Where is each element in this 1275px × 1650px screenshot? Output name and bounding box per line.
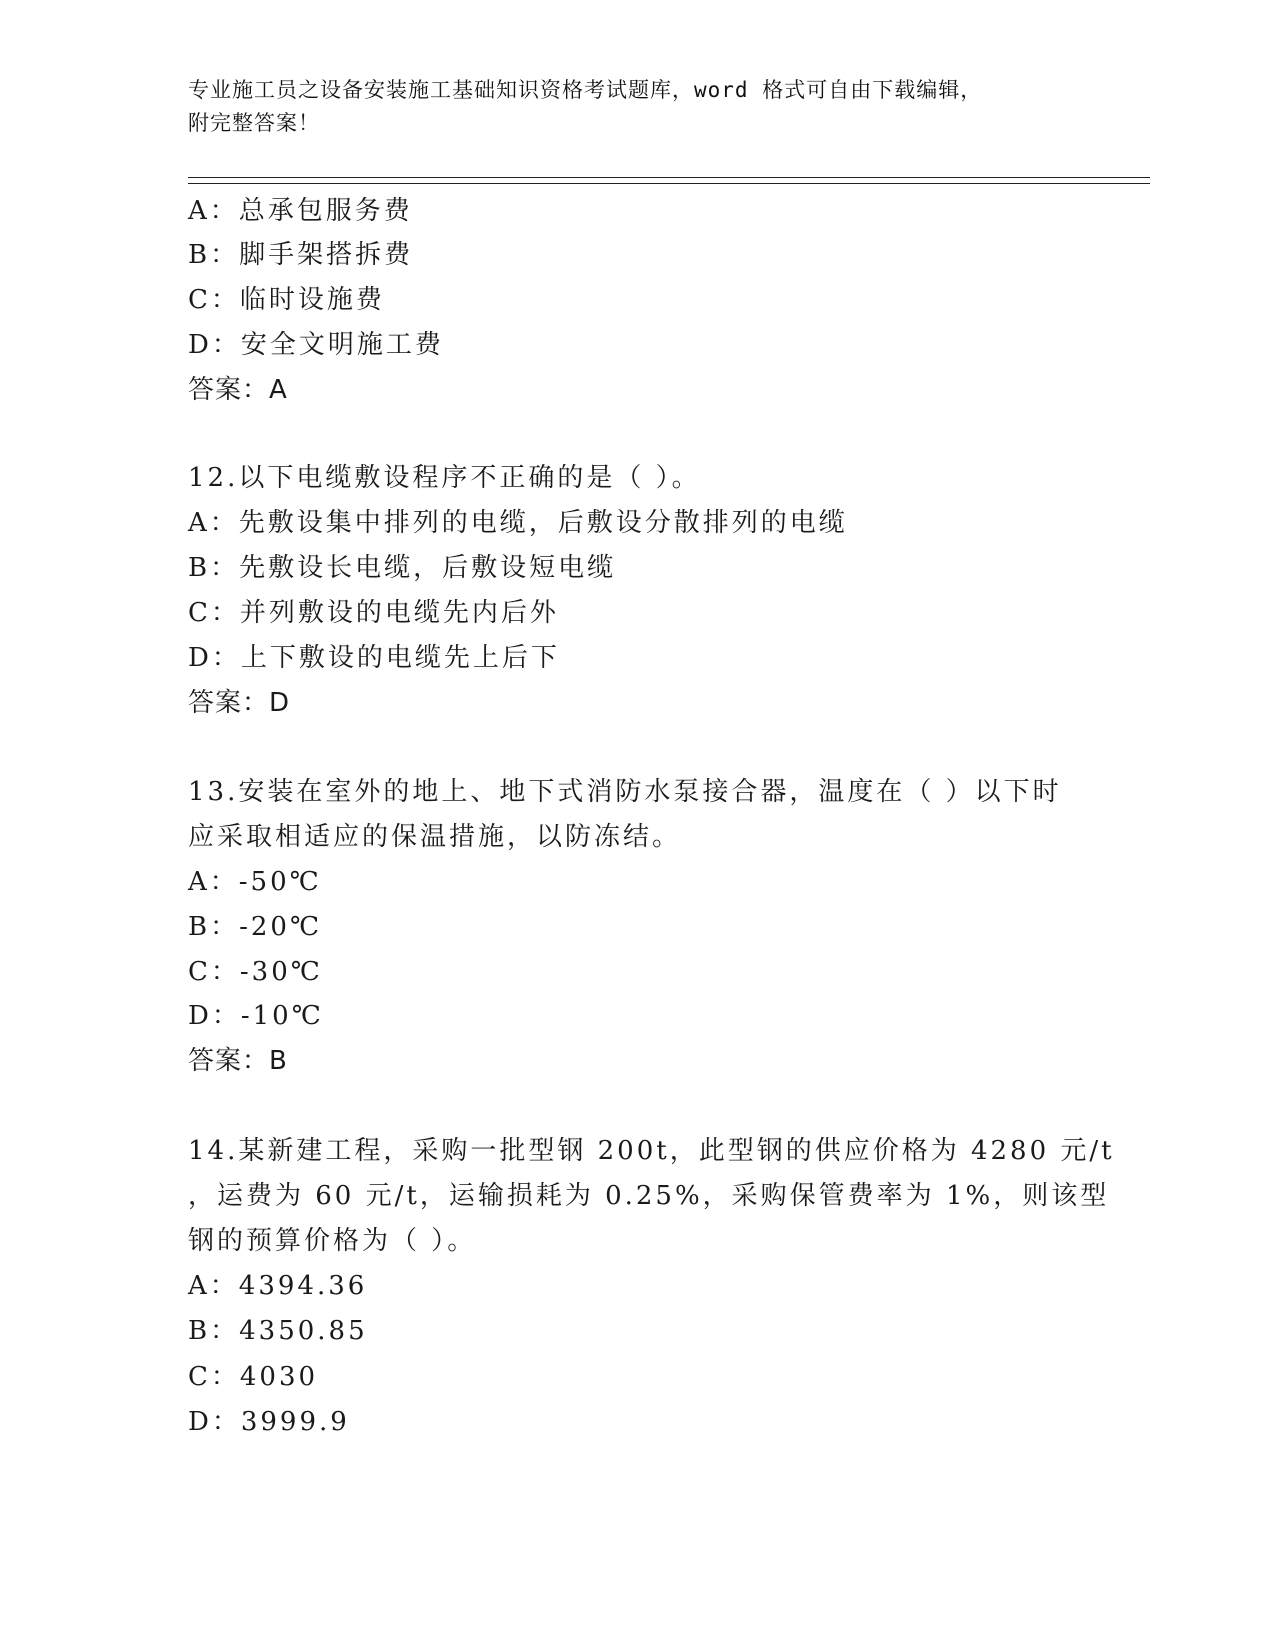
q13-stem-line-1: 13.安装在室外的地上、地下式消防水泵接合器，温度在（ ）以下时: [188, 777, 1062, 807]
q13-option-a: A：-50℃: [188, 867, 322, 897]
q13-stem-line-2: 应采取相适应的保温措施，以防冻结。: [188, 822, 682, 852]
q13-option-c: C：-30℃: [188, 957, 323, 987]
q12-option-d: D：上下敷设的电缆先上后下: [188, 643, 560, 673]
q14-stem-line-1: 14.某新建工程，采购一批型钢 200t，此型钢的供应价格为 4280 元/t: [188, 1136, 1115, 1166]
q14-stem-line-2: ，运费为 60 元/t，运输损耗为 0.25%，采购保管费率为 1%，则该型: [188, 1181, 1110, 1211]
q14-option-c: C：4030: [188, 1362, 319, 1392]
q11-answer: 答案：A: [188, 375, 288, 405]
q12-option-c: C：并列敷设的电缆先内后外: [188, 598, 559, 628]
header-line-2: 附完整答案！: [188, 111, 320, 135]
header-divider-top: [188, 177, 1150, 178]
q14-option-d: D：3999.9: [188, 1407, 350, 1437]
q14-stem-line-3: 钢的预算价格为（ ）。: [188, 1226, 477, 1256]
q11-option-b: B：脚手架搭拆费: [188, 240, 414, 270]
q14-option-a: A：4394.36: [188, 1271, 368, 1301]
q12-option-b: B：先敷设长电缆，后敷设短电缆: [188, 553, 617, 583]
q13-option-b: B：-20℃: [188, 912, 323, 942]
q12-option-a: A：先敷设集中排列的电缆，后敷设分散排列的电缆: [188, 508, 848, 538]
q13-answer: 答案：B: [188, 1046, 288, 1076]
q14-option-b: B：4350.85: [188, 1316, 368, 1346]
header-divider-bottom: [188, 183, 1150, 184]
header-line-1: 专业施工员之设备安装施工基础知识资格考试题库，word 格式可自由下载编辑，: [188, 78, 983, 102]
q12-stem: 12.以下电缆敷设程序不正确的是（ ）。: [188, 463, 701, 493]
q11-option-c: C：临时设施费: [188, 285, 385, 315]
q11-option-d: D：安全文明施工费: [188, 330, 444, 360]
q13-option-d: D：-10℃: [188, 1001, 324, 1031]
document-header: [188, 74, 1088, 140]
q11-option-a: A：总承包服务费: [188, 196, 413, 226]
q12-answer: 答案：D: [188, 688, 291, 718]
